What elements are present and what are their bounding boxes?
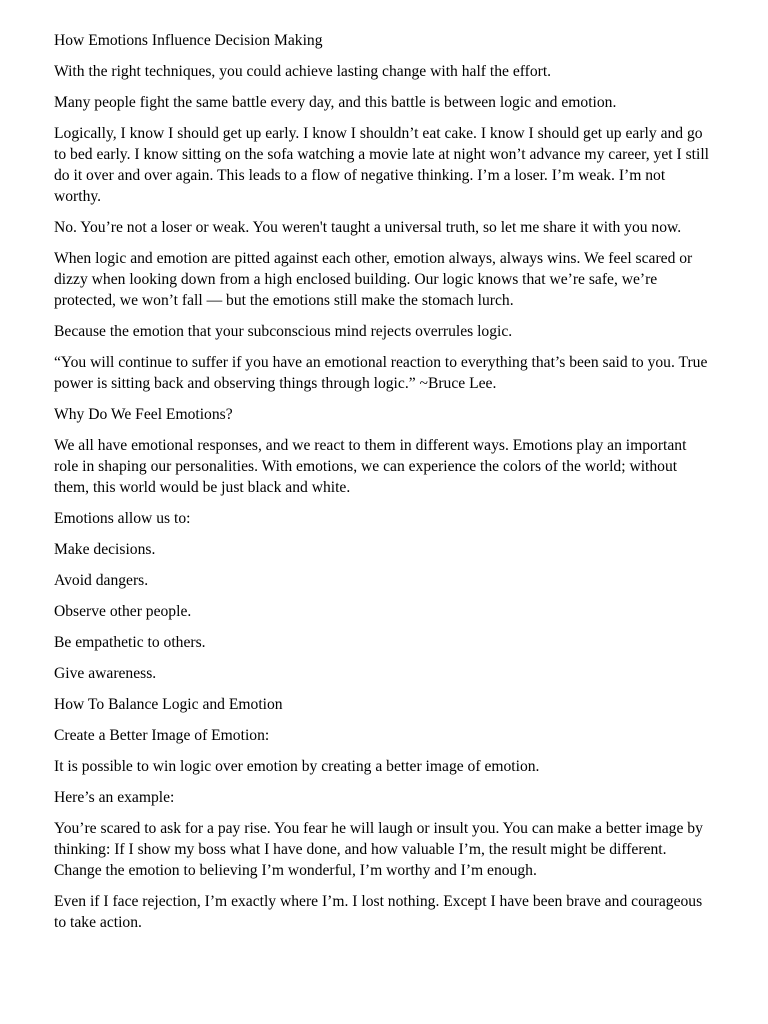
paragraph-win-logic: It is possible to win logic over emotion by creating a better image of emotion. bbox=[54, 758, 540, 775]
paragraph-not-a-loser: No. You’re not a loser or weak. You weren't taught a universal truth, so let me share it with you now. bbox=[54, 219, 682, 236]
list-intro: Emotions allow us to: bbox=[54, 510, 191, 527]
document-title: How Emotions Influence Decision Making bbox=[54, 32, 323, 49]
list-item: Avoid dangers. bbox=[54, 572, 149, 589]
document-page bbox=[54, 30, 714, 943]
paragraph-logically: Logically, I know I should get up early. I know I shouldn’t eat cake. I know I should get up early and go to bed early. I know sitting on the sofa watching a movie late at night won’t advance my career, yet I still do it over and over again. This leads to a flow of negative thinking. I’m a loser. I’m weak. I’m not worthy. bbox=[54, 125, 709, 205]
section-heading-why: Why Do We Feel Emotions? bbox=[54, 406, 233, 423]
paragraph-intro: With the right techniques, you could achieve lasting change with half the effort. bbox=[54, 63, 552, 80]
list-item: Give awareness. bbox=[54, 665, 157, 682]
paragraph-rejection: Even if I face rejection, I’m exactly where I’m. I lost nothing. Except I have been brave and courageous to take action. bbox=[54, 893, 703, 931]
paragraph-pay-rise: You’re scared to ask for a pay rise. You fear he will laugh or insult you. You can make a better image by thinking: If I show my boss what I have done, and how valuable I’m, the result might be different. Change the emotion to believing I’m wonderful, I’m worthy and I’m enough. bbox=[54, 820, 703, 879]
paragraph-battle: Many people fight the same battle every day, and this battle is between logic and emotion. bbox=[54, 94, 617, 111]
section-heading-balance: How To Balance Logic and Emotion bbox=[54, 696, 283, 713]
paragraph-subconscious: Because the emotion that your subconscious mind rejects overrules logic. bbox=[54, 323, 513, 340]
paragraph-logic-vs-emotion: When logic and emotion are pitted against each other, emotion always, always wins. We feel scared or dizzy when looking down from a high enclosed building. Our logic knows that we’re safe, we’re protected, we won’t fall — but the emotions still make the stomach lurch. bbox=[54, 250, 693, 309]
paragraph-example-intro: Here’s an example: bbox=[54, 789, 175, 806]
list-item: Be empathetic to others. bbox=[54, 634, 206, 651]
quote-bruce-lee: “You will continue to suffer if you have an emotional reaction to everything that’s been said to you. True power is sitting back and observing things through logic.” ~Bruce Lee. bbox=[54, 354, 708, 392]
list-item: Make decisions. bbox=[54, 541, 156, 558]
paragraph-emotional-responses: We all have emotional responses, and we react to them in different ways. Emotions play an important role in shaping our personalities. With emotions, we can experience the colors of the world; without them, this world would be just black and white. bbox=[54, 437, 687, 496]
list-item: Observe other people. bbox=[54, 603, 192, 620]
subheading-better-image: Create a Better Image of Emotion: bbox=[54, 727, 270, 744]
